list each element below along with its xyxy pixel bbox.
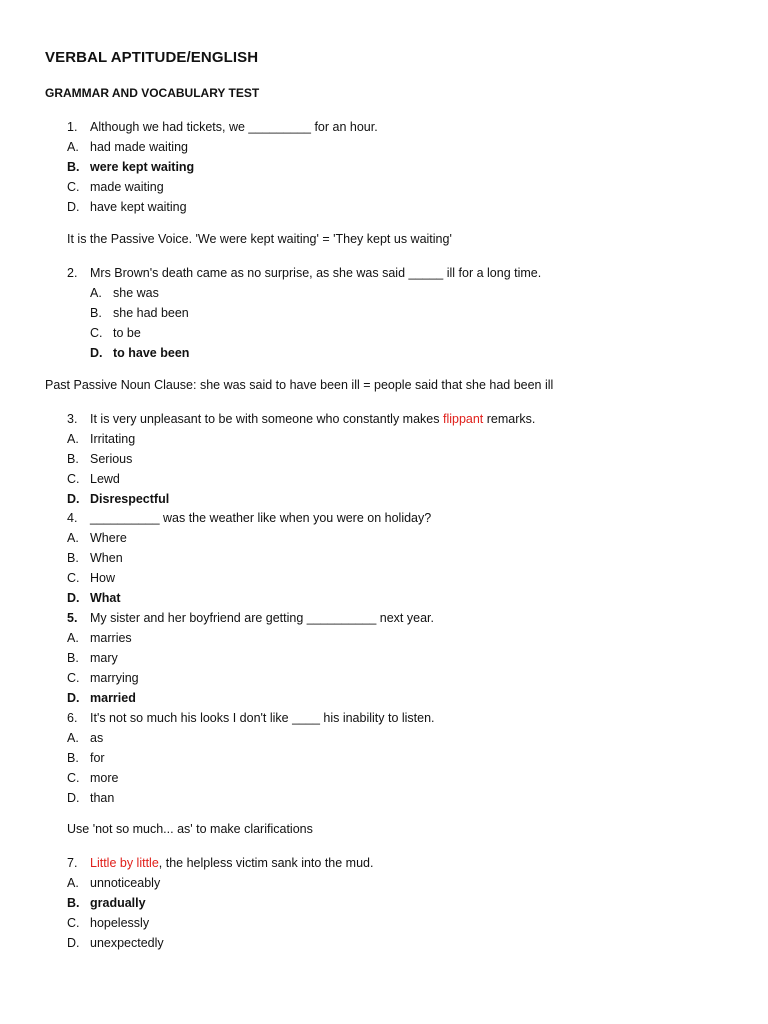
option-text: she was xyxy=(113,286,159,300)
question-text-part: remarks. xyxy=(483,412,536,426)
option-letter: A. xyxy=(67,631,79,645)
option-text: mary xyxy=(90,651,118,665)
option-text: than xyxy=(90,791,115,805)
option-letter: A. xyxy=(67,140,79,154)
option-letter: C. xyxy=(67,472,80,486)
explanation-note: Use 'not so much... as' to make clarifications xyxy=(67,822,313,836)
option-letter: B. xyxy=(67,452,79,466)
option-text: to have been xyxy=(113,346,190,360)
question-text xyxy=(90,855,373,871)
option-text: Lewd xyxy=(90,472,120,486)
question-number: 6. xyxy=(67,711,78,725)
option-letter: D. xyxy=(67,492,80,506)
option-text: When xyxy=(90,551,123,565)
option-text: more xyxy=(90,771,119,785)
option-text: unnoticeably xyxy=(90,876,161,890)
option-letter: A. xyxy=(67,731,79,745)
question-text: __________ was the weather like when you were on holiday? xyxy=(90,511,432,525)
question-text: Although we had tickets, we _________ for an hour. xyxy=(90,120,378,134)
option-letter: C. xyxy=(67,180,80,194)
explanation-note: It is the Passive Voice. 'We were kept waiting' = 'They kept us waiting' xyxy=(67,232,452,246)
question-text-part: , the helpless victim sank into the mud. xyxy=(158,856,374,870)
option-letter: D. xyxy=(67,591,80,605)
option-letter: D. xyxy=(67,791,80,805)
option-text: Serious xyxy=(90,452,133,466)
option-letter: A. xyxy=(90,286,102,300)
question-number: 4. xyxy=(67,511,78,525)
option-letter: B. xyxy=(67,551,79,565)
question-text: It's not so much his looks I don't like ____ his inability to listen. xyxy=(90,711,435,725)
explanation-note: Past Passive Noun Clause: she was said to have been ill = people said that she had been ill xyxy=(45,378,554,392)
option-letter: C. xyxy=(67,916,80,930)
option-letter: B. xyxy=(90,306,102,320)
document-title: VERBAL APTITUDE/ENGLISH xyxy=(45,49,259,66)
option-text: made waiting xyxy=(90,180,164,194)
option-letter: D. xyxy=(67,200,80,214)
document-subtitle: GRAMMAR AND VOCABULARY TEST xyxy=(45,86,260,100)
question-number: 3. xyxy=(67,412,78,426)
option-text: gradually xyxy=(90,896,146,910)
option-text: hopelessly xyxy=(90,916,150,930)
option-text: marries xyxy=(90,631,132,645)
question-text xyxy=(90,411,535,427)
option-text: she had been xyxy=(113,306,189,320)
question-number: 5. xyxy=(67,611,78,625)
option-text: had made waiting xyxy=(90,140,188,154)
question-text: Mrs Brown's death came as no surprise, as she was said _____ ill for a long time. xyxy=(90,266,542,280)
option-letter: C. xyxy=(67,671,80,685)
option-text: Where xyxy=(90,531,127,545)
option-letter: B. xyxy=(67,160,80,174)
option-letter: D. xyxy=(67,936,80,950)
question-number: 7. xyxy=(67,856,78,870)
option-text: married xyxy=(90,691,136,705)
option-text: How xyxy=(90,571,116,585)
highlighted-phrase: Little by little xyxy=(90,856,159,870)
option-letter: A. xyxy=(67,531,79,545)
option-text: unexpectedly xyxy=(90,936,164,950)
question-number: 2. xyxy=(67,266,78,280)
option-letter: A. xyxy=(67,432,79,446)
option-letter: B. xyxy=(67,896,80,910)
option-text: as xyxy=(90,731,104,745)
question-text: My sister and her boyfriend are getting __________ next year. xyxy=(90,611,434,625)
option-letter: C. xyxy=(67,571,80,585)
option-letter: D. xyxy=(90,346,103,360)
option-text: Disrespectful xyxy=(90,492,170,506)
highlighted-word: flippant xyxy=(442,412,484,426)
question-text-part: It is very unpleasant to be with someone who constantly makes xyxy=(90,412,443,426)
option-letter: A. xyxy=(67,876,79,890)
option-text: to be xyxy=(113,326,141,340)
question-number: 1. xyxy=(67,120,78,134)
option-text: What xyxy=(90,591,121,605)
option-letter: C. xyxy=(67,771,80,785)
option-letter: D. xyxy=(67,691,80,705)
option-letter: B. xyxy=(67,751,79,765)
option-text: for xyxy=(90,751,105,765)
option-text: marrying xyxy=(90,671,139,685)
option-text: were kept waiting xyxy=(90,160,195,174)
option-text: Irritating xyxy=(90,432,136,446)
option-letter: B. xyxy=(67,651,79,665)
option-letter: C. xyxy=(90,326,103,340)
option-text: have kept waiting xyxy=(90,200,187,214)
